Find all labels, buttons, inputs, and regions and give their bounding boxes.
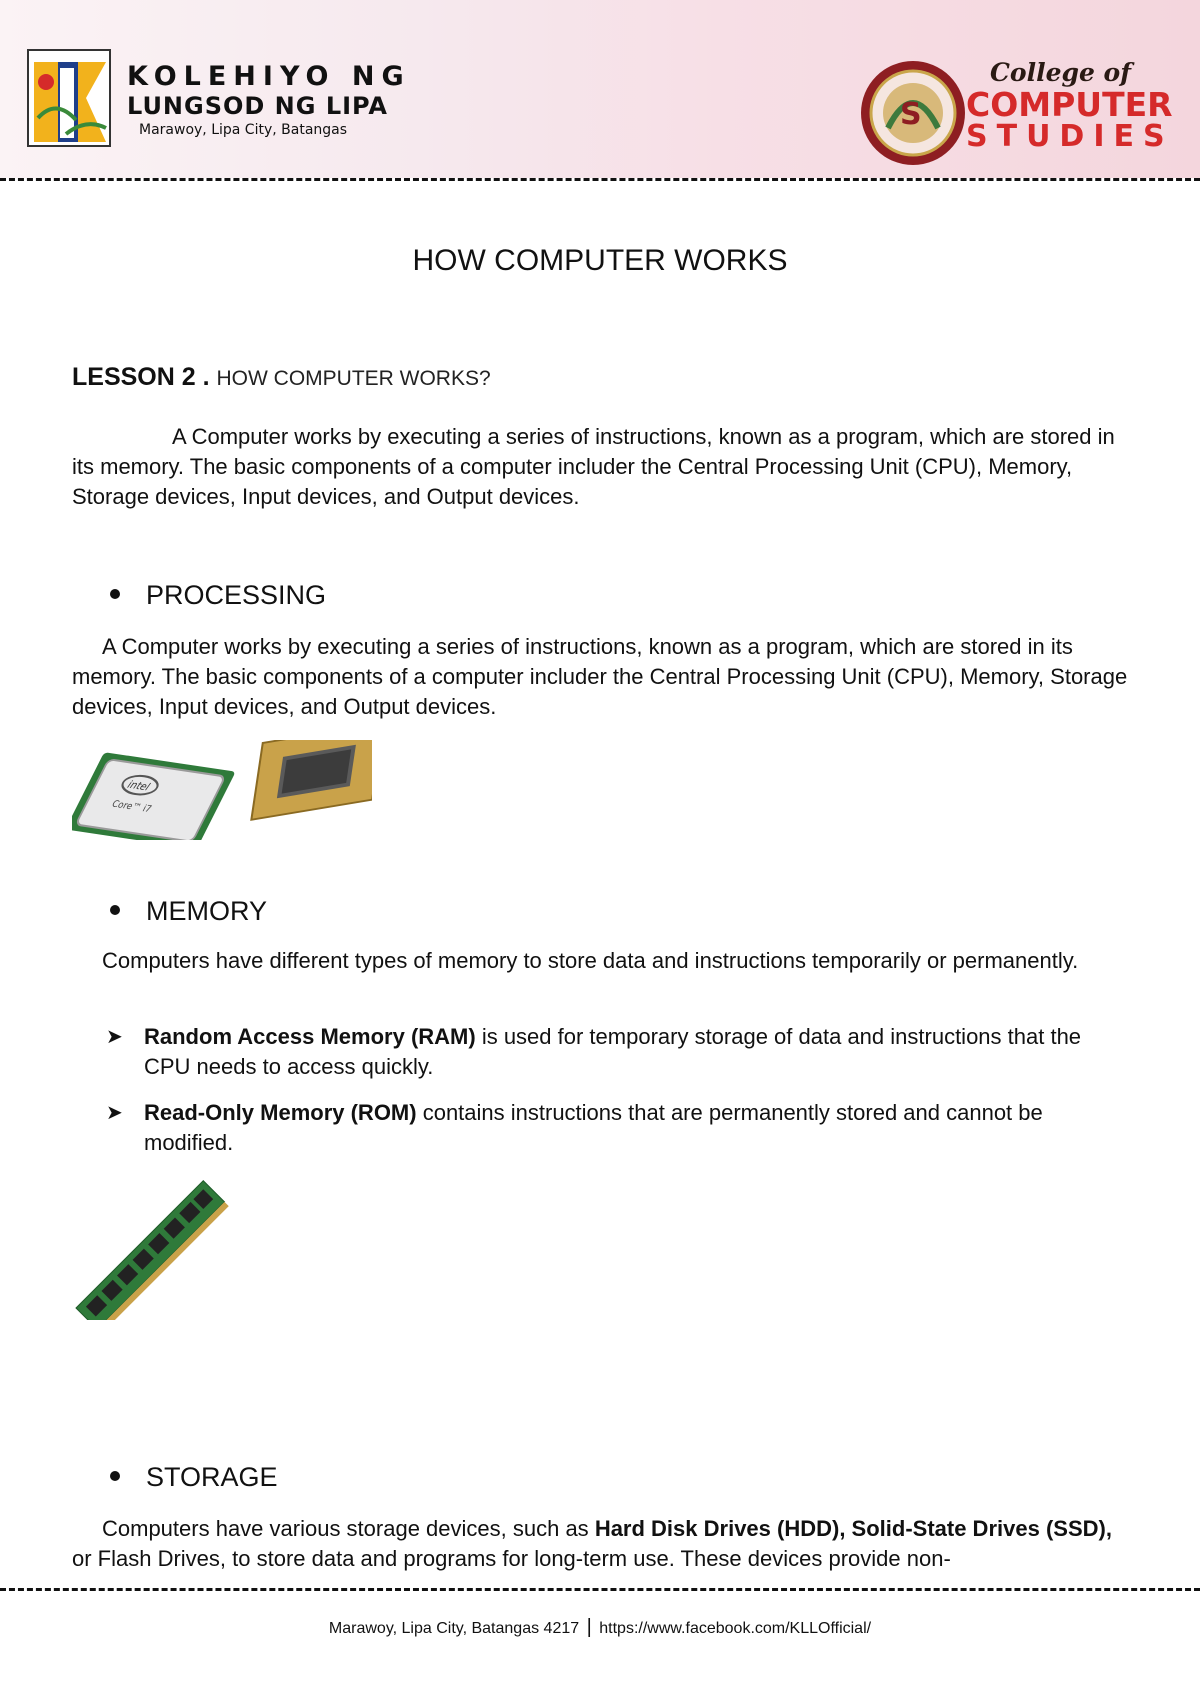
footer-separator: | — [586, 1616, 592, 1638]
section-heading-processing — [110, 580, 326, 611]
section-heading-memory — [110, 896, 267, 927]
arrow-bullet-icon: ➤ — [106, 1026, 123, 1048]
bullet-dot-icon — [110, 905, 120, 915]
ram-description: is used for temporary storage of data and instructions that the CPU needs to access quickly. — [144, 1024, 1082, 1079]
storage-paragraph — [72, 1514, 1132, 1574]
storage-text-a: Computers have various storage devices, such as — [102, 1516, 595, 1541]
college-seal-logo — [858, 58, 968, 168]
college-script-text: College of — [990, 58, 1131, 87]
section-heading-storage — [110, 1462, 278, 1493]
cpu-brand-label: intel — [125, 778, 152, 794]
ram-module-image — [66, 1168, 232, 1320]
bullet-dot-icon — [110, 1471, 120, 1481]
storage-heading-text: STORAGE — [146, 1462, 278, 1492]
page-footer — [0, 1616, 1200, 1639]
school-name-line2: LUNGSOD NG LIPA — [127, 92, 388, 120]
college-name-line2: STUDIES — [966, 119, 1174, 154]
header-divider — [0, 178, 1200, 182]
cpu-model-label: Core™ i7 — [109, 798, 154, 815]
processing-heading-text: PROCESSING — [146, 580, 327, 610]
ram-term: Random Access Memory (RAM) — [144, 1024, 476, 1049]
college-name-block — [966, 58, 1174, 154]
rom-description: contains instructions that are permanently stored and cannot be modified. — [144, 1100, 1043, 1155]
arrow-bullet-icon: ➤ — [106, 1102, 123, 1124]
footer-divider — [0, 1588, 1200, 1592]
memory-paragraph: Computers have different types of memory to store data and instructions temporarily or permanently. — [102, 948, 1079, 973]
school-address: Marawoy, Lipa City, Batangas — [139, 122, 348, 138]
storage-terms: Hard Disk Drives (HDD), Solid-State Drives (SSD), — [594, 1516, 1112, 1541]
school-name-line1: KOLEHIYO NG — [127, 61, 411, 92]
page-header — [0, 0, 1200, 178]
document-title: HOW COMPUTER WORKS — [412, 244, 788, 277]
footer-address: Marawoy, Lipa City, Batangas 4217 — [328, 1620, 580, 1637]
memory-heading-text: MEMORY — [146, 896, 268, 926]
rom-term: Read-Only Memory (ROM) — [144, 1100, 417, 1125]
lesson-subtitle: HOW COMPUTER WORKS? — [216, 367, 491, 390]
processing-paragraph: A Computer works by executing a series of instructions, known as a program, which are stored in its memory. The basic components of a computer includer the Central Processing Unit (CPU), Memory, Storage devices, Input devices, and Output devices. — [72, 634, 1128, 719]
school-seal-logo — [26, 48, 112, 148]
list-item-rom — [106, 1098, 1116, 1158]
cpu-processor-image — [72, 740, 372, 840]
lesson-heading — [72, 363, 491, 392]
storage-text-b: or Flash Drives, to store data and programs for long-term use. These devices provide non- — [72, 1546, 951, 1571]
college-name-line1: COMPUTER — [966, 85, 1173, 124]
list-item-ram — [106, 1022, 1116, 1082]
school-name-block — [127, 62, 411, 140]
svg-text:S: S — [900, 97, 922, 132]
intro-paragraph: A Computer works by executing a series of instructions, known as a program, which are stored in its memory. The basic components of a computer includer the Central Processing Unit (CPU), Memory, Storage devices, Input devices, and Output devices. — [72, 424, 1115, 509]
footer-url-link[interactable]: https://www.facebook.com/KLLOfficial/ — [599, 1620, 872, 1637]
bullet-dot-icon — [110, 589, 120, 599]
lesson-label: LESSON 2 . — [72, 363, 210, 391]
